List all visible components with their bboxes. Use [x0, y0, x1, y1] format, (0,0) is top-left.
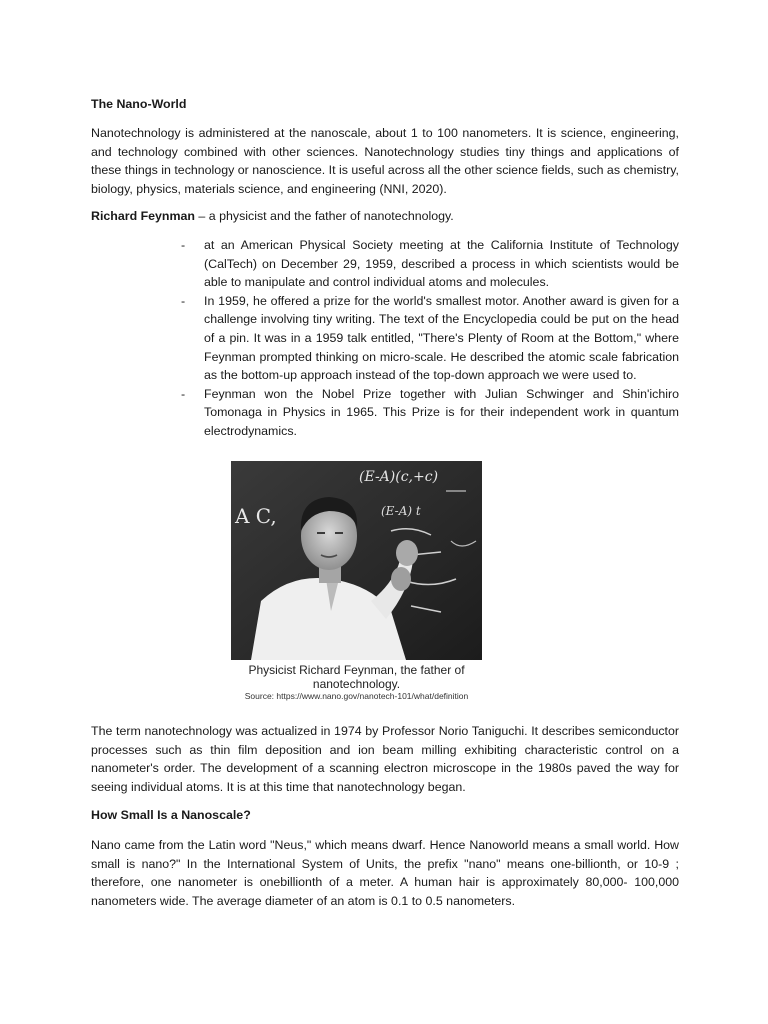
list-item — [91, 292, 679, 385]
bullet-dash: - — [181, 386, 186, 401]
feynman-bullet-list — [91, 236, 679, 441]
document-title: The Nano-World — [91, 97, 187, 111]
section-heading-nanoscale: How Small Is a Nanoscale? — [91, 808, 251, 822]
figure-source: Source: https://www.nano.gov/nanotech-101/what/definition — [244, 691, 469, 701]
bullet-text: Feynman won the Nobel Prize together with Julian Schwinger and Shin'ichiro Tomonaga in Physics in 1965. This Prize is for their independent work in quantum electrodynamics. — [204, 386, 679, 438]
list-item — [91, 385, 679, 441]
feynman-photo-illustration — [231, 461, 482, 660]
bullet-dash: - — [181, 293, 186, 308]
feynman-photo — [231, 461, 482, 660]
feynman-heading-paragraph — [91, 207, 679, 226]
history-paragraph: The term nanotechnology was actualized in 1974 by Professor Norio Taniguchi. It describes semiconductor processes such as thin film deposition and ion beam milling exhibiting characteristic control on a nanometer's order. The development of a scanning electron microscope in the 1980s paved the way for seeing individual atoms. It is at this time that nanotechnology began. — [91, 724, 679, 794]
bullet-text: at an American Physical Society meeting at the California Institute of Technology (CalTech) on December 29, 1959, described a process in which scientists would be able to manipulate and control individual atoms and molecules. — [204, 238, 679, 290]
list-item — [91, 236, 679, 292]
chalk-text: (E-A)(c,+c) — [359, 469, 439, 485]
bullet-dash: - — [181, 238, 186, 252]
chalk-text: A C, — [235, 504, 277, 528]
figure-caption: Physicist Richard Feynman, the father of nanotechnology. — [248, 663, 465, 691]
chalk-text: (E-A) t — [381, 504, 421, 518]
nanoscale-paragraph: Nano came from the Latin word "Neus," which means dwarf. Hence Nanoworld means a small world. How small is nano?" In the International System of Units, the prefix "nano" means one-billionth, or 10-9 ; therefore, one nanometer is onebillionth of a meter. A human hair is approximately 80,000- 100,000 nanometers wide. The average diameter of an atom is 0.1 to 0.5 nanometers. — [91, 838, 679, 908]
intro-paragraph: Nanotechnology is administered at the nanoscale, about 1 to 100 nanometers. It is science, engineering, and technology combined with other sciences. Nanotechnology studies tiny things and applications of these things in technology or nanoscience. It is useful across all the other science fields, such as chemistry, biology, physics, materials science, and engineering (NNI, 2020). — [91, 126, 679, 196]
feynman-description: – a physicist and the father of nanotechnology. — [194, 209, 454, 223]
bullet-text: In 1959, he offered a prize for the world's smallest motor. Another award is given for a challenge involving tiny writing. The text of the Encyclopedia could be put on the head of a pin. It was in a 1959 talk entitled, "There's Plenty of Room at the Bottom," where Feynman prompted thinking on micro-scale. He described the atomic scale fabrication as the bottom-up approach instead of the top-down approach we were used to. — [204, 293, 679, 383]
feynman-name: Richard Feynman — [91, 209, 195, 223]
